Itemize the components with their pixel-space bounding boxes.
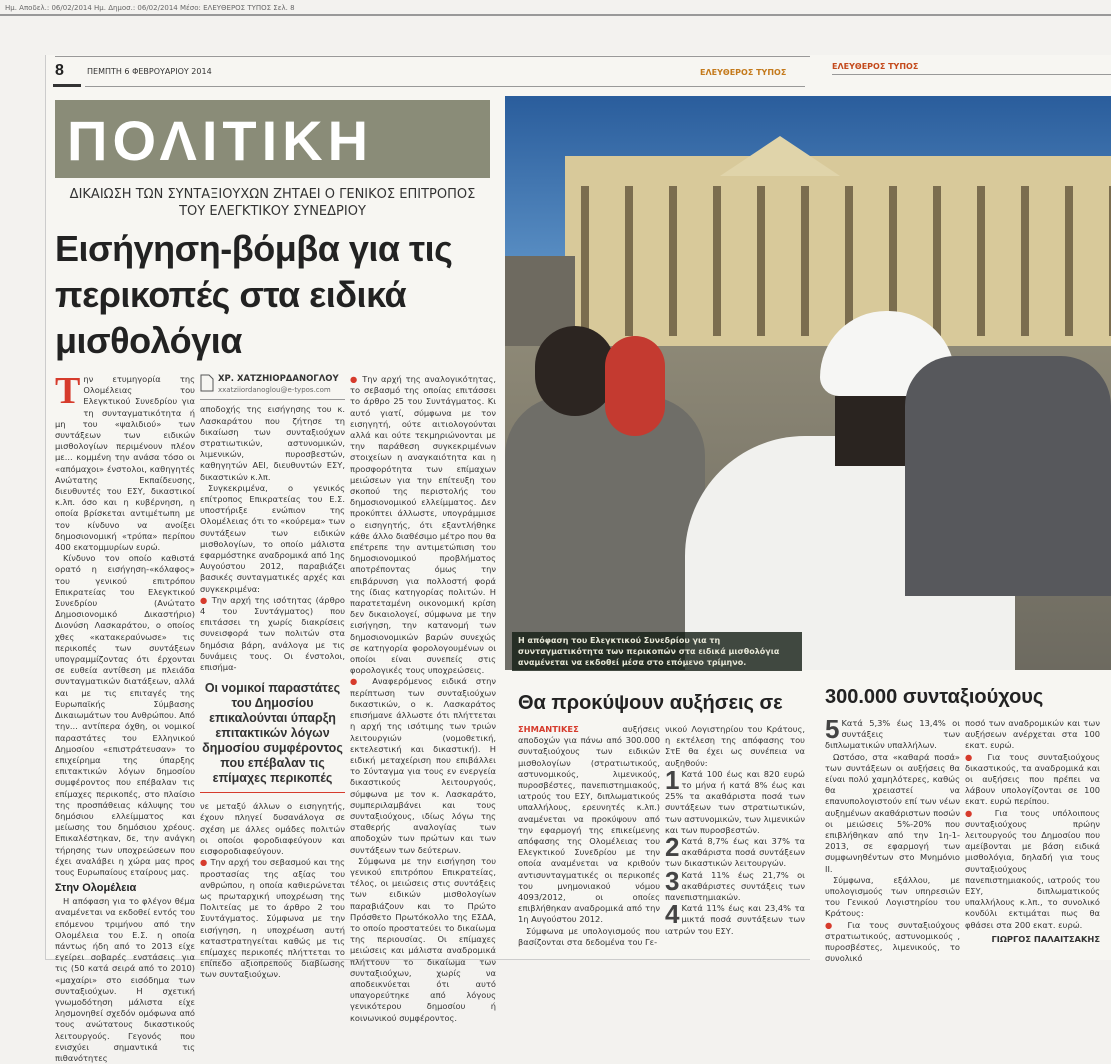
numbered-item [665, 899, 805, 937]
divider [832, 74, 1111, 75]
paragraph: ποσό των αναδρομικών και των αυξήσεων ανέρχεται στα 100 εκατ. ευρώ. [965, 718, 1100, 751]
lead-word: ΣΗΜΑΝΤΙΚΕΣ [518, 724, 579, 734]
person-red [605, 336, 665, 436]
section-title: ΠΟΛΙΤΙΚΗ [67, 109, 374, 172]
item-number: 4 [665, 899, 680, 930]
author-name: ΧΡ. ΧΑΤΖΗΙΟΡΔΑΝΟΓΛΟΥ [218, 374, 339, 384]
paragraph: Ωστόσο, στα «καθαρά ποσά» των συντάξεων οι αυξήσεις θα είναι πολύ χαμηλότερες, καθώς θα χρειαστεί να επανυπολογιστούν επί των νέων αυξημένων ακαθάριστων ποσών οι μειώσεις 5%-20% που επιβλήθηκαν από την 1η-1-2013, σε εφαρμογή των συμφωνηθέντων στο Μνημόνιο ΙΙ. [825, 751, 960, 874]
paragraph: νικού Λογιστηρίου του Κράτους, η εκτέλεση της απόφασης του ΣτΕ θα έχει ως συνέπεια να αυξηθούν: [665, 724, 805, 768]
item-number: 5 [825, 714, 840, 744]
windows [565, 186, 1111, 336]
article3-column-1: 5 Κατά 5,3% έως 13,4% οι συντάξεις των διπλωματικών υπαλλήλων. Ωστόσο, στα «καθαρά ποσά» των συντάξεων οι αυξήσεις θα είναι πολύ χαμηλότερες, καθώς θα χρειαστεί να επανυπολογιστούν επί των νέων αυξημένων ακαθάριστων ποσών οι μειώσεις 5%-20% που επιβλήθηκαν από την 1η-1-2013, σε εφαρμογή των συμφωνηθέντων στο Μνημόνιο ΙΙ. Σύμφωνα, εξάλλου, με υπολογισμούς των υπηρεσιών του Γενικού Λογιστηρίου του Κράτους: ● Για τους συνταξιούχους στρατιωτικούς, αστυνομικούς , πυροσβέστες, λιμενικούς, το συνολικό [825, 714, 960, 964]
article-column-2: ΧΡ. ΧΑΤΖΗΙΟΡΔΑΝΟΓΛΟΥ xxatziiordanoglou@e-typos.com αποδοχής της εισήγησης του κ. Λασκαράτου που ζήτησε τη δικαίωση των συνταξιούχων στρατιωτικών, αστυνομικών, λιμενικών, πυροσβεστών, καθηγητών ΑΕΙ, διευθυντών ΕΣΥ, δικαστικών κ.λπ. Συγκεκριμένα, ο γενικός επίτροπος Επικρατείας του Ε.Σ. υποστήριξε ενώπιον της Ολομέλειας ότι το «κούρεμα» των συντάξεων των ειδικών μισθολογίων, το οποίο μάλιστα εφαρμόστηκε αναδρομικά από 1ης Αυγούστου 2012, παραβιάζει βασικές συνταγματικές αρχές και συγκεκριμένα: ● Την αρχή της ισότητας (άρθρο 4 του Συντάγματος) που επιτάσσει τη χωρίς διακρίσεις συνεισφορά των πολιτών στα δημόσια βάρη, ανάλογα με τις δυνάμεις τους. Οι ένστολοι, επισήμα- Οι νομικοί παραστάτες του Δημοσίου επικαλούνται ύπαρξη επιτακτικών λόγων δημοσίου συμφέροντος που επέβαλαν τις επίμαχες περικοπές νε μεταξύ άλλων ο εισηγητής, έχουν πληγεί δυσανάλογα σε σχέση με άλλες ομάδες πολιτών οι οποίοι φοροδιαφεύγουν και εισφοροδιαφεύγουν. ● Την αρχή του σεβασμού και της προστασίας της αξίας του ανθρώπου, η οποία καθιερώνεται ως πρωταρχική υποχρέωση της Πολιτείας με το άρθρο 2 του Συντάγματος. Σύμφωνα με την εισήγηση, η υποχρέωση αυτή καταστρατηγείται καθώς με τις επίμαχες περικοπές πλήττεται το επίπεδο αξιοπρεπούς διαβίωσης των συνταξιούχων. [200, 374, 345, 980]
item-number: 3 [665, 865, 680, 896]
article-headline: Εισήγηση-βόμβα για τις περικοπές στα ειδικά μισθολόγια [55, 228, 453, 361]
main-article [55, 100, 497, 1064]
newspaper-brand: ΕΛΕΥΘΕΡΟΣ ΤΥΠΟΣ [700, 68, 787, 77]
author-email[interactable]: xxatziiordanoglou@e-typos.com [218, 386, 331, 395]
document-icon [200, 374, 214, 392]
article2 [518, 690, 808, 948]
article2-headline: Θα προκύψουν αυξήσεις σε [518, 692, 783, 714]
item-text: Κατά 100 έως και 820 ευρώ το μήνα ή κατά 8% έως και 25% τα ακαθάριστα ποσά των συντάξεων των στρατιωτικών, των αστυνομικών, των λιμενικών και των πυροσβεστών. [665, 768, 805, 835]
article-kicker: ΔΙΚΑΙΩΣΗ ΤΩΝ ΣΥΝΤΑΞΙΟΥΧΩΝ ΖΗΤΑΕΙ Ο ΓΕΝΙΚΟΣ ΕΠΙΤΡΟΠΟΣ ΤΟΥ ΕΛΕΓΚΤΙΚΟΥ ΣΥΝΕΔΡΙΟΥ [69, 187, 476, 219]
divider [53, 84, 81, 87]
paragraph: Για τους υπόλοιπους συνταξιούχους πρώην λειτουργούς του Δημοσίου που αμείβονται με βάση ειδικά μισθολόγια, δηλαδή για τους συνταξιούχους πανεπιστημιακούς, ιατρούς του ΕΣΥ, διπλωματικούς υπαλλήλους κ.λπ., το συνολικό κονδύλι εκτιμάται πως θα φθάσει στα 200 εκατ. ευρώ. [965, 807, 1100, 930]
article2-column-2 [665, 724, 805, 937]
paragraph: ην ετυμηγορία της Ολομέλειας του Ελεγκτικού Συνεδρίου για τη συνταγματικότητα ή μη του «ψαλιδιού» των συντάξεων των ειδικών μισθολογίων περιμένουν πλέον με... κομμένη την ανάσα τόσο οι «απόμαχοι» ένστολοι, καθηγητές Ανώτατης Εκπαίδευσης, διευθυντές του ΕΣΥ, δικαστικοί κ.λπ. όσο και η κυβέρνηση, η οποία βρίσκεται αντιμέτωπη με τον κίνδυνο να ανοίξει δημοσιονομική «τρύπα» περίπου 400 εκατομμυρίων ευρώ. [55, 374, 195, 553]
item-text: Κατά 5,3% έως 13,4% οι συντάξεις των διπλωματικών υπαλλήλων. [825, 718, 960, 751]
article3-column-2: ποσό των αναδρομικών και των αυξήσεων ανέρχεται στα 100 εκατ. ευρώ. ● Για τους συνταξιούχους δικαστικούς, τα αναδρομικά και οι αυξήσεις που πρέπει να λάβουν υπολογίζονται σε 100 εκατ. ευρώ περίπου. ● Για τους υπόλοιπους συνταξιούχους πρώην λειτουργούς του Δημοσίου που αμείβονται με βάση ειδικά μισθολόγια, δηλαδή για τους συνταξιούχους πανεπιστημιακούς, ιατρούς του ΕΣΥ, διπλωματικούς υπαλλήλους κ.λπ., το συνολικό κονδύλι εκτιμάται πως θα φθάσει στα 200 εκατ. ευρώ. ΓΙΩΡΓΟΣ ΠΑΛΑΙΤΣΑΚΗΣ [965, 718, 1100, 944]
paragraph: Την αρχή του σεβασμού και της προστασίας της αξίας του ανθρώπου, η οποία καθιερώνεται ως πρωταρχική υποχρέωση της Πολιτείας με το άρθρο 2 του Συντάγματος. Σύμφωνα με την εισήγηση, η υποχρέωση αυτή καταστρατηγείται καθώς με τις επίμαχες περικοπές πλήττεται το επίπεδο αξιοπρεπούς διαβίωσης των συνταξιούχων. [200, 857, 345, 980]
paragraph: Η απόφαση για το φλέγον θέμα αναμένεται να εκδοθεί εντός του επόμενου τριμήνου από την Ολομέλεια του Ε.Σ. η οποία πάντως ήδη από το 2013 είχε εγείρει σοβαρές ενστάσεις για τις (50 κατά σειρά από το 2010) «μαχαίρι» στο εισόδημα των συνταξιούχων. Η σχετική γνωμοδότηση μάλιστα είχε λησμονηθεί σχεδόν ομόφωνα από τους ανώτατους δικαστικούς λειτουργούς. Γεγονός που ενισχύει σημαντικά τις πιθανότητες [55, 896, 195, 1063]
divider [0, 14, 1111, 16]
paragraph: Σύμφωνα με την εισήγηση του γενικού επιτρόπου Επικρατείας, τέλος, οι μειώσεις στις συντάξεις των ειδικών μισθολογίων παραβιάζουν και το Πρώτο Πρόσθετο Πρωτόκολλο της ΕΣΔΑ, το οποίο προστατεύει το δικαίωμα της περιουσίας. Οι επίμαχες μειώσεις και μάλιστα αναδρομικά πλήττουν το δικαίωμα των συνταξιούχων, χωρίς να αποδεικνύεται ότι αυτό υπαγορεύτηκε από λόγους γενικότερου δημοσίου ή κοινωνικού συμφέροντος. [350, 855, 496, 1023]
item-text: Κατά 8,7% έως και 37% τα ακαθάριστα ποσά συντάξεων των δικαστικών λειτουργών. [665, 836, 805, 869]
item-number: 1 [665, 764, 680, 795]
paragraph: Αναφερόμενος ειδικά στην περίπτωση των συνταξιούχων δικαστικών, ο κ. Λασκαράτος επισήμανε άλλωστε ότι πλήττεται η αρχή της ισότιμης των τριών λειτουργιών (νομοθετική, εκτελεστική και δικαστική). Η ειδική μεταχείριση που επιβάλλει το Σύνταγμα για τους εν ενεργεία δικαστικούς λειτουργούς, σύμφωνα με τον κ. Λασκαράτο, συμπεριλαμβάνει και τους συνταξιούχους, ιδίως λόγω της σταθερής αναλογίας των αποδοχών των πρώτων και των συντάξεων των δεύτερων. [350, 676, 496, 855]
paragraph: Την αρχή της αναλογικότητας, το σεβασμό της οποίας επιτάσσει το άρθρο 25 του Συντάγματος. Κι αυτό γιατί, σύμφωνα με τον εισηγητή, ούτε αιτιολογούνται αλλά και ούτε τεκμηριώνονται με την παράθεση συγκεκριμένων στοιχείων η αναγκαιότητα και η προσφορότητα των επίμαχων μειώσεων για την επίτευξη του σκοπού της περιστολής του δημοσιονομικού ελλείμματος. Δεν προκύπτει άλλωστε, υπογράμμισε ο εισηγητής, ότι εξαντλήθηκε κάθε άλλο διαθέσιμο μέτρο που θα επέτρεπε την αντιμετώπιση του δημοσιονομικού προβλήματος αποτρέποντας όμως την επιβάρυνση για πολλοστή φορά της ίδιας κατηγορίας πολιτών. Η παρατεταμένη οικονομική κρίση δεν δικαιολογεί, σύμφωνα με την εισήγηση, την κατανομή των δημοσιονομικών βαρών συνεχώς σε κατηγορία φορολογουμένων οι οποίοι είναι συνεπείς στις φορολογικές τους υποχρεώσεις. [350, 374, 496, 676]
paragraph: αυξήσεις αποδοχών για πάνω από 300.000 συνταξιούχους των ειδικών μισθολογίων (στρατιωτικούς, αστυνομικούς, λιμενικούς, πυροσβέστες, πανεπιστημιακούς, ιατρούς του ΕΣΥ, διπλωματικούς υπαλλήλους, ερευνητές κ.λπ.) αναμένεται να προκύψουν από την εφαρμογή της επικείμενης απόφασης της Ολομέλειας του Ελεγκτικού Συνεδρίου με την οποία αναμένεται να κριθούν αντισυνταγματικές οι περικοπές του μνημονιακού νόμου 4093/2012, οι οποίες επιβλήθηκαν αναδρομικά από την 1η Αυγούστου 2012. [518, 724, 660, 925]
paragraph: Την αρχή της ισότητας (άρθρο 4 του Συντάγματος) που επιτάσσει τη χωρίς διακρίσεις συνεισφορά των πολιτών στα δημόσια βάρη, ανάλογα με τις δυνάμεις τους. Οι ένστολοι, επισήμα- [200, 594, 345, 673]
article-column-1 [55, 370, 195, 1064]
pull-quote: Οι νομικοί παραστάτες του Δημοσίου επικαλούνται ύπαρξη επιτακτικών λόγων δημοσίου συμφέροντος που επέβαλαν τις επίμαχες περικοπές [200, 681, 345, 793]
issue-date: ΠΕΜΠΤΗ 6 ΦΕΒΡΟΥΑΡΙΟΥ 2014 [87, 67, 212, 76]
section-banner [55, 100, 490, 178]
divider [85, 86, 805, 87]
paragraph: Κίνδυνο τον οποίο καθιστά ορατό η εισήγηση-«κόλαφος» του γενικού επιτρόπου Επικρατείας του Ελεγκτικού Συνεδρίου (Ανώτατο Δημοσιονομικό Δικαστήριο) Διονύση Λασκαράτου, ο οποίος χθες «κατακεραύνωσε» τις περικοπές των συντάξεων υπογραμμίζοντας ότι έρχονται σε ευθεία αντίθεση με πλειάδα συνταγματικών διατάξεων, αλλά και με τις επιταγές της Ευρωπαϊκής Σύμβασης Δικαιωμάτων του Ανθρώπου. Από την... αντίπερα όχθη, οι νομικοί παραστάτες του Ελληνικού Δημοσίου «επιστράτευσαν» το επιχείρημα της ύπαρξης επιτακτικών λόγων δημοσίου συμφέροντος που επέβαλαν τις επίμαχες περικοπές, στο πλαίσιο της προσπάθειας κάλυψης του δημόσιου ελλείμματος και μείωσης του δημόσιου χρέους. Επικαλέστηκαν, δε, την ανάγκη τήρησης των υποχρεώσεων που έχει αναλάβει η χώρα μας προς τους Ευρωπαίους εταίρους μας. [55, 553, 195, 877]
article-column-3: ● Την αρχή της αναλογικότητας, το σεβασμό της οποίας επιτάσσει το άρθρο 25 του Συντάγματος. Κι αυτό γιατί, σύμφωνα με τον εισηγητή, ούτε αιτιολογούνται αλλά και ούτε τεκμηριώνονται με την παράθεση συγκεκριμένων στοιχείων η αναγκαιότητα και η προσφορότητα των επίμαχων μειώσεων για την επίτευξη του σκοπού της περιστολής του δημοσιονομικού ελλείμματος. Δεν προκύπτει άλλωστε, υπογράμμισε ο εισηγητής, ότι εξαντλήθηκε κάθε άλλο διαθέσιμο μέτρο που θα επέτρεπε την αντιμετώπιση του δημοσιονομικού προβλήματος αποτρέποντας όμως την επιβάρυνση για πολλοστή φορά της ίδιας κατηγορίας πολιτών. Η παρατεταμένη οικονομική κρίση δεν δικαιολογεί, σύμφωνα με την εισήγηση, την κατανομή των δημοσιονομικών βαρών συνεχώς σε κατηγορία φορολογουμένων οι οποίοι είναι συνεπείς στις φορολογικές τους υποχρεώσεις. ● Αναφερόμενος ειδικά στην περίπτωση των συνταξιούχων δικαστικών, ο κ. Λασκαράτος επισήμανε άλλωστε ότι πλήττεται η αρχή της ισότιμης των τριών λειτουργιών (νομοθετική, εκτελεστική και δικαστική). Η ειδική μεταχείριση που επιβάλλει το Σύνταγμα για τους εν ενεργεία δικαστικούς λειτουργούς, σύμφωνα με τον κ. Λασκαράτο, συμπεριλαμβάνει και τους συνταξιούχους, ιδίως λόγω της σταθερής αναλογίας των αποδοχών των πρώτων και των συντάξεων των δεύτερων. Σύμφωνα με την εισήγηση του γενικού επιτρόπου Επικρατείας, τέλος, οι μειώσεις στις συντάξεις των ειδικών μισθολογίων παραβιάζουν και το Πρώτο Πρόσθετο Πρωτόκολλο της ΕΣΔΑ, το οποίο προστατεύει το δικαίωμα της περιουσίας. Οι επίμαχες μειώσεις και μάλιστα αναδρομικά πλήττουν το δικαίωμα των συνταξιούχων, χωρίς να αποδεικνύεται ότι αυτό υπαγορεύτηκε από λόγους γενικότερου δημοσίου ή κοινωνικού συμφέροντος. [350, 374, 496, 1023]
drop-cap: Τ [55, 370, 81, 412]
item-text: Κατά 11% έως και 23,4% τα μικτά ποσά συντάξεων των ιατρών του ΕΣΥ. [665, 903, 805, 936]
parliament-photo [505, 96, 1111, 670]
article-columns [55, 370, 497, 1064]
numbered-item [665, 865, 805, 904]
divider [55, 56, 810, 57]
paragraph: Για τους συνταξιούχους δικαστικούς, τα αναδρομικά και οι αυξήσεις που πρέπει να λάβουν υπολογίζονται σε 100 εκατ. ευρώ περίπου. [965, 751, 1100, 807]
author-signature: ΓΙΩΡΓΟΣ ΠΑΛΑΙΤΣΑΚΗΣ [991, 933, 1100, 944]
person-head [535, 326, 615, 416]
article3 [825, 684, 1103, 964]
paragraph: νε μεταξύ άλλων ο εισηγητής, έχουν πληγεί δυσανάλογα σε σχέση με άλλες ομάδες πολιτών οι οποίοι φοροδιαφεύγουν και εισφοροδιαφεύγουν. [200, 801, 345, 857]
person [505, 396, 705, 670]
article2-column-1 [518, 724, 660, 948]
byline [200, 374, 345, 400]
paragraph: Σύμφωνα, εξάλλου, με υπολογισμούς των υπηρεσιών του Γενικού Λογιστηρίου του Κράτους: [825, 874, 960, 919]
paragraph: Για τους συνταξιούχους στρατιωτικούς, αστυνομικούς , πυροσβέστες, λιμενικούς, το συνολικό [825, 919, 960, 964]
subheading: Στην Ολομέλεια [55, 882, 137, 895]
crowd-right [905, 356, 1111, 596]
item-text: Κατά 11% έως 21,7% οι ακαθάριστες συντάξεις των πανεπιστημιακών. [665, 869, 805, 903]
photo-caption: Η απόφαση του Ελεγκτικού Συνεδρίου για τη συνταγματικότητα των περικοπών στα ειδικά μισθολόγια αναμένεται να εκδοθεί μέσα στο επόμενο τρίμηνο. [512, 632, 802, 671]
paragraph: Συγκεκριμένα, ο γενικός επίτροπος Επικρατείας του Ε.Σ. υποστήριξε ενώπιον της Ολομέλειας ότι το «κούρεμα» των συντάξεων των ειδικών μισθολογίων, το οποίο μάλιστα εφαρμόστηκε αναδρομικά από 1ης Αυγούστου 2012, παραβιάζει βασικές συνταγματικές αρχές και συγκεκριμένα: [200, 482, 345, 594]
clipping-meta: Ημ. Αποδελ.: 06/02/2014 Ημ. Δημοσ.: 06/02/2014 Μέσο: ΕΛΕΥΘΕΡΟΣ ΤΥΠΟΣ Σελ. 8 [5, 4, 295, 12]
numbered-item [825, 714, 960, 752]
newspaper-brand-right: ΕΛΕΥΘΕΡΟΣ ΤΥΠΟΣ [832, 62, 919, 71]
item-number: 2 [665, 832, 680, 863]
paragraph: αποδοχής της εισήγησης του κ. Λασκαράτου που ζήτησε τη δικαίωση των συνταξιούχων στρατιωτικών, αστυνομικών, λιμενικών, πυροσβεστών, καθηγητών ΑΕΙ, διευθυντών ΕΣΥ, δικαστικών κ.λπ. [200, 404, 345, 482]
page-number: 8 [55, 62, 64, 79]
numbered-item [665, 764, 805, 836]
paragraph: Σύμφωνα με υπολογισμούς που βασίζονται στα δεδομένα του Γε- [518, 925, 660, 947]
numbered-item [665, 832, 805, 870]
article3-headline: 300.000 συνταξιούχους [825, 686, 1044, 708]
